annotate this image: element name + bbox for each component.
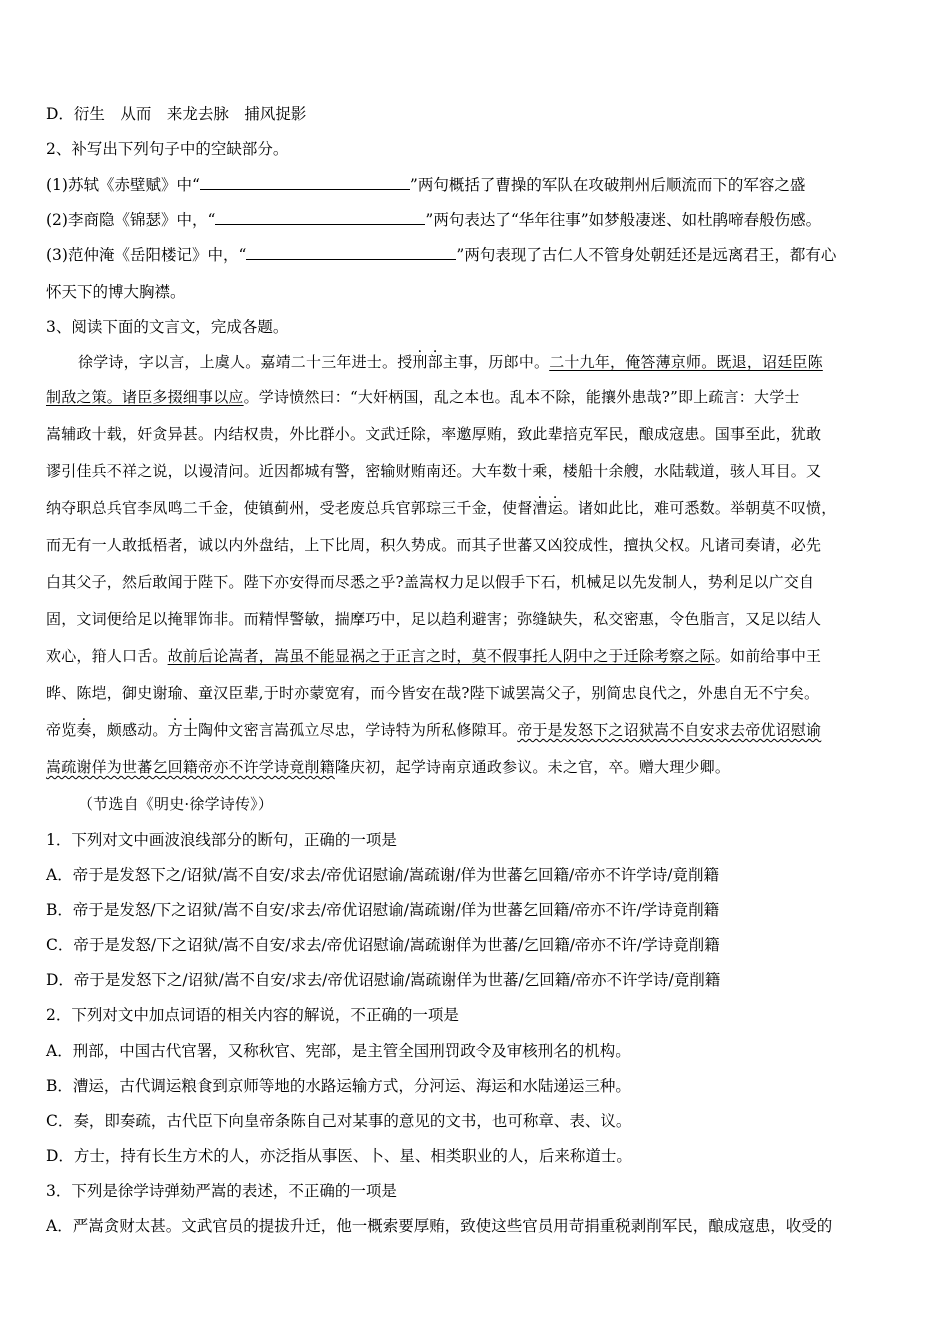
passage-line [46, 387, 800, 407]
option-b: B．帝于是发怒/下之诏狱/嵩不自安/求去/帝优诏慰谕/嵩疏谢/佯为世蕃乞回籍/帝亦不许/学诗竟削籍 [46, 901, 720, 919]
option-d: D．方士，持有长生方术的人，亦泛指从事医、卜、星、相类职业的人，后来称道士。 [46, 1147, 632, 1165]
question-2-title: 2、补写出下列句子中的空缺部分。 [46, 140, 289, 158]
fill-blank-2-suffix: ”两句表达了“华年往事”如梦般凄迷、如杜鹃啼春般伤感。 [425, 211, 822, 229]
passage-text: 。如前给事中王 [714, 647, 822, 665]
passage-source: （节选自《明史·徐学诗传》） [78, 795, 274, 813]
fill-blank-1 [46, 174, 805, 195]
option-a: A．严嵩贪财太甚。文武官员的提拔升迁，他一概索要厚贿，致使这些官员用苛捐重税剥削军民，酿成寇患，收受的 [46, 1217, 833, 1235]
dotted-term: 刑 [412, 353, 428, 371]
passage-text: ，颇感动。 [91, 721, 168, 739]
question-3-title: 3、阅读下面的文言文，完成各题。 [46, 318, 289, 336]
passage-text: 。学诗愤然曰：“大奸柄国，乱之本也。乱本不除，能攘外患哉?”即上疏言：大学士 [243, 388, 800, 406]
passage-text: 欢心，箝人口舌。 [46, 647, 168, 665]
passage-line [46, 646, 821, 666]
passage-text: 纳夺职总兵官李凤鸣二千金，使镇蓟州，受老废总兵官郭琮三千金，使督 [46, 499, 533, 517]
fill-blank-3 [46, 244, 836, 265]
dotted-term: 奏 [76, 721, 92, 739]
fill-blank-2 [46, 209, 821, 230]
dotted-term: 士 [182, 721, 199, 739]
subquestion-3: 3．下列是徐学诗弹劾严嵩的表述，不正确的一项是 [46, 1182, 397, 1200]
fill-blank-1-suffix: ”两句概括了曹操的军队在攻破荆州后顺流而下的军容之盛 [409, 176, 806, 194]
fill-blank-2-prefix: (2)李商隐《锦瑟》中，“ [46, 211, 216, 229]
dotted-term: 漕 [532, 499, 548, 517]
subquestion-2: 2．下列对文中加点词语的相关内容的解说，不正确的一项是 [46, 1006, 459, 1024]
passage-text: 帝览 [46, 721, 77, 739]
option-c: C．奏，即奏疏，古代臣下向皇帝条陈自己对某事的意见的文书，也可称章、表、议。 [46, 1112, 632, 1130]
passage-line: 谬引佳兵不祥之说，以谩清问。近因都城有警，密输财贿南还。大车数十乘，楼船十余艘，水陆载道，骇人耳目。又 [46, 462, 822, 480]
wavy-underlined-text: 嵩疏谢佯为世蕃乞回籍帝亦不许学诗竟削籍 [46, 758, 335, 776]
passage-text: 主事，历郎中。 [442, 353, 550, 371]
fill-blank-3-continued: 怀天下的博大胸襟。 [46, 283, 186, 301]
passage-line [46, 757, 730, 777]
passage-line: 而无有一人敢抵梧者，诚以内外盘结，上下比周，积久势成。而其子世蕃又凶狡成性，擅执父权。凡诸司奏请，必先 [46, 536, 822, 554]
dotted-term: 部 [427, 353, 443, 371]
subquestion-1: 1．下列对文中画波浪线部分的断句，正确的一项是 [46, 831, 397, 849]
answer-blank-2[interactable] [215, 209, 425, 225]
passage-text: 徐学诗，字以言，上虞人。嘉靖二十三年进士。授 [78, 353, 413, 371]
passage-line: 白其父子，然后敢闻于陛下。陛下亦安得而尽悉之乎?盖嵩权力足以假手下石，机械足以先发制人，势利足以广交自 [46, 573, 815, 591]
option-a: A．帝于是发怒下之/诏狱/嵩不自安/求去/帝优诏慰谕/嵩疏谢/佯为世蕃乞回籍/帝亦不许学诗/竟削籍 [46, 866, 719, 884]
underlined-sentence: 故前后论嵩者，嵩虽不能显祸之于正言之时，莫不假事托人阴中之于迁除考察之际 [167, 647, 715, 665]
underlined-sentence: 制敌之策。诸臣多掇细事以应 [46, 388, 244, 406]
option-d-previous: D．衍生 从而 来龙去脉 捕风捉影 [46, 105, 307, 123]
passage-line [46, 498, 836, 518]
option-c: C．帝于是发怒/下之诏狱/嵩不自安/求去/帝优诏慰谕/嵩疏谢佯为世蕃/乞回籍/帝亦不许/学诗竟削籍 [46, 936, 720, 954]
fill-blank-3-prefix: (3)范仲淹《岳阳楼记》中，“ [46, 246, 247, 264]
underlined-sentence: 二十九年，俺答薄京师。既退，诏廷臣陈 [549, 353, 823, 371]
fill-blank-3-suffix: ”两句表现了古仁人不管身处朝廷还是远离君王，都有心 [456, 246, 837, 264]
wavy-underlined-text: 帝于是发怒下之诏狱嵩不自安求去帝优诏慰谕 [517, 721, 822, 739]
passage-line: 嵩辅政十载，奸贪异甚。内结权贵，外比群小。文武迁除，率邀厚贿，致此辈掊克军民，酿成寇患。国事至此，犹敢 [46, 425, 822, 443]
passage-line: 晔、陈垲，御史谢瑜、童汉臣辈,于时亦蒙宽宥，而今皆安在哉?陛下诚罢嵩父子，别简忠良代之，外患自无不宁矣。 [46, 684, 820, 702]
passage-text: 。诸如此比，难可悉数。举朝莫不叹愤， [562, 499, 837, 517]
answer-blank-3[interactable] [246, 244, 456, 260]
option-d: D．帝于是发怒下之/诏狱/嵩不自安/求去/帝优诏慰谕/嵩疏谢佯为世蕃/乞回籍/帝亦不许学诗/竟削籍 [46, 971, 721, 989]
answer-blank-1[interactable] [200, 174, 410, 190]
passage-line [78, 352, 823, 372]
option-a: A．刑部，中国古代官署，又称秋官、宪部，是主管全国刑罚政令及审核刑名的机构。 [46, 1042, 631, 1060]
passage-line: 固，文词便给足以掩罪饰非。而精悍警敏，揣摩巧中，足以趋利避害；弥缝缺失，私交密惠，令色脂言，又足以结人 [46, 610, 822, 628]
dotted-term: 运 [547, 499, 563, 517]
option-b: B．漕运，古代调运粮食到京师等地的水路运输方式，分河运、海运和水陆递运三种。 [46, 1077, 631, 1095]
passage-text: 陶仲文密言嵩孤立尽忠，学诗特为所私修隙耳。 [198, 721, 518, 739]
passage-text: 隆庆初，起学诗南京通政参议。未之官，卒。赠大理少卿。 [334, 758, 731, 776]
dotted-term: 方 [167, 721, 183, 739]
fill-blank-1-prefix: (1)苏轼《赤壁赋》中“ [46, 176, 200, 194]
passage-line [46, 720, 821, 740]
